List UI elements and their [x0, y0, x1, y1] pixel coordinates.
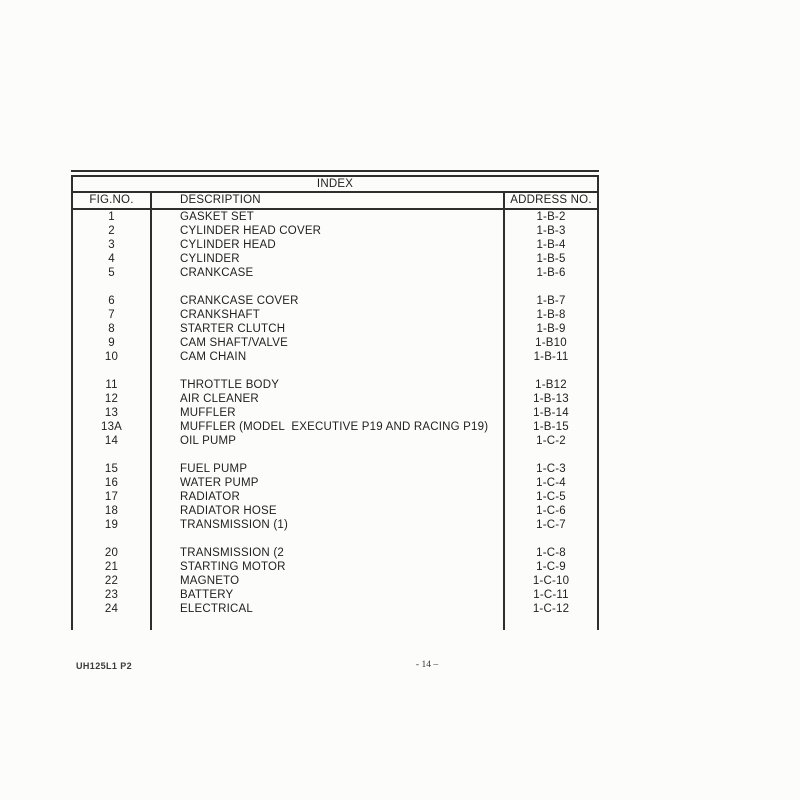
fig-no-cell: 10	[73, 350, 152, 364]
table-body	[71, 210, 599, 630]
description-cell-empty	[152, 448, 503, 462]
description-cell: CYLINDER HEAD	[180, 239, 276, 251]
table-row	[73, 602, 597, 616]
description-cell: AIR CLEANER	[180, 393, 259, 405]
fig-no-cell: 24	[73, 602, 152, 616]
table-row	[73, 308, 597, 322]
address-no-cell: 1-C-4	[503, 476, 597, 490]
fig-no-cell: 22	[73, 574, 152, 588]
table-row	[73, 420, 597, 434]
table-top-rule	[71, 170, 599, 172]
column-header-description: DESCRIPTION	[180, 194, 261, 206]
fig-no-cell: 18	[73, 504, 152, 518]
footer-doc-code: UH125L1 P2	[76, 661, 133, 671]
address-no-cell: 1-B12	[503, 378, 597, 392]
description-cell: OIL PUMP	[180, 435, 237, 447]
description-cell: CRANKCASE	[180, 267, 254, 279]
address-no-cell: 1-B-4	[503, 238, 597, 252]
fig-no-cell: 20	[73, 546, 152, 560]
description-cell-empty	[152, 616, 503, 630]
spacer-row	[73, 364, 597, 378]
description-cell: BATTERY	[180, 589, 234, 601]
description-cell: TRANSMISSION (2	[180, 547, 284, 559]
fig-no-cell: 21	[73, 560, 152, 574]
spacer-row	[73, 532, 597, 546]
fig-no-cell: 13	[73, 406, 152, 420]
address-no-cell: 1-B-7	[503, 294, 597, 308]
address-no-cell: 1-C-2	[503, 434, 597, 448]
fig-no-cell-empty	[73, 280, 152, 294]
address-no-cell: 1-B-6	[503, 266, 597, 280]
table-row	[73, 406, 597, 420]
description-cell: CRANKCASE COVER	[180, 295, 299, 307]
table-row	[73, 560, 597, 574]
address-no-cell: 1-C-7	[503, 518, 597, 532]
table-row	[73, 322, 597, 336]
address-no-cell-empty	[503, 532, 597, 546]
table-header-row	[71, 193, 599, 210]
fig-no-cell: 14	[73, 434, 152, 448]
fig-no-cell: 12	[73, 392, 152, 406]
table-row	[73, 504, 597, 518]
fig-no-cell: 16	[73, 476, 152, 490]
footer-page-number: - 14 –	[415, 660, 439, 670]
description-cell: MAGNETO	[180, 575, 240, 587]
fig-no-cell: 13A	[73, 420, 152, 434]
fig-no-cell: 3	[73, 238, 152, 252]
description-cell: CYLINDER HEAD COVER	[180, 225, 322, 237]
spacer-row	[73, 616, 597, 630]
description-cell-empty	[152, 364, 503, 378]
fig-no-cell: 17	[73, 490, 152, 504]
address-no-cell: 1-C-5	[503, 490, 597, 504]
index-table	[71, 170, 599, 630]
address-no-cell-empty	[503, 280, 597, 294]
table-row	[73, 238, 597, 252]
address-no-cell: 1-B-2	[503, 210, 597, 224]
fig-no-cell-empty	[73, 364, 152, 378]
fig-no-cell: 11	[73, 378, 152, 392]
fig-no-cell: 1	[73, 210, 152, 224]
description-cell: CAM CHAIN	[180, 351, 247, 363]
description-cell: RADIATOR	[180, 491, 240, 503]
description-cell: GASKET SET	[180, 211, 255, 223]
fig-no-cell-empty	[73, 532, 152, 546]
table-title: INDEX	[71, 175, 599, 193]
spacer-row	[73, 448, 597, 462]
table-row	[73, 574, 597, 588]
address-no-cell-empty	[503, 448, 597, 462]
description-cell: CRANKSHAFT	[180, 309, 260, 321]
address-no-cell: 1-B-3	[503, 224, 597, 238]
address-no-cell: 1-C-10	[503, 574, 597, 588]
address-no-cell: 1-B-9	[503, 322, 597, 336]
table-row	[73, 224, 597, 238]
table-row	[73, 490, 597, 504]
description-cell: TRANSMISSION (1)	[180, 519, 288, 531]
fig-no-cell: 7	[73, 308, 152, 322]
address-no-cell: 1-C-8	[503, 546, 597, 560]
fig-no-cell-empty	[73, 616, 152, 630]
table-row	[73, 336, 597, 350]
fig-no-cell: 6	[73, 294, 152, 308]
fig-no-cell: 2	[73, 224, 152, 238]
fig-no-cell: 8	[73, 322, 152, 336]
description-cell: STARTER CLUTCH	[180, 323, 286, 335]
description-cell: ELECTRICAL	[180, 603, 253, 615]
address-no-cell: 1-C-9	[503, 560, 597, 574]
description-cell: RADIATOR HOSE	[180, 505, 277, 517]
description-cell-empty	[152, 532, 503, 546]
address-no-cell: 1-B-15	[503, 420, 597, 434]
description-cell: MUFFLER	[180, 407, 236, 419]
column-header-address-no: ADDRESS NO.	[503, 193, 597, 208]
column-header-fig-no: FIG.NO.	[73, 193, 152, 208]
fig-no-cell: 23	[73, 588, 152, 602]
table-row	[73, 476, 597, 490]
fig-no-cell: 19	[73, 518, 152, 532]
description-cell: MUFFLER (MODEL EXECUTIVE P19 AND RACING P19)	[180, 421, 489, 433]
description-cell: STARTING MOTOR	[180, 561, 286, 573]
address-no-cell: 1-C-6	[503, 504, 597, 518]
address-no-cell-empty	[503, 616, 597, 630]
table-row	[73, 210, 597, 224]
table-row	[73, 252, 597, 266]
description-cell: THROTTLE BODY	[180, 379, 280, 391]
address-no-cell: 1-B-5	[503, 252, 597, 266]
address-no-cell: 1-C-11	[503, 588, 597, 602]
address-no-cell: 1-C-12	[503, 602, 597, 616]
fig-no-cell: 9	[73, 336, 152, 350]
description-cell: FUEL PUMP	[180, 463, 248, 475]
table-row	[73, 518, 597, 532]
fig-no-cell: 15	[73, 462, 152, 476]
description-cell-empty	[152, 280, 503, 294]
table-row	[73, 434, 597, 448]
address-no-cell: 1-B-13	[503, 392, 597, 406]
description-cell: CAM SHAFT/VALVE	[180, 337, 289, 349]
address-no-cell: 1-B-11	[503, 350, 597, 364]
table-row	[73, 546, 597, 560]
address-no-cell-empty	[503, 364, 597, 378]
address-no-cell: 1-B-8	[503, 308, 597, 322]
table-row	[73, 392, 597, 406]
table-row	[73, 294, 597, 308]
spacer-row	[73, 280, 597, 294]
address-no-cell: 1-B-14	[503, 406, 597, 420]
fig-no-cell: 4	[73, 252, 152, 266]
address-no-cell: 1-C-3	[503, 462, 597, 476]
fig-no-cell: 5	[73, 266, 152, 280]
description-cell: CYLINDER	[180, 253, 240, 265]
address-no-cell: 1-B10	[503, 336, 597, 350]
table-row	[73, 350, 597, 364]
table-row	[73, 266, 597, 280]
table-row	[73, 588, 597, 602]
fig-no-cell-empty	[73, 448, 152, 462]
table-row	[73, 462, 597, 476]
table-row	[73, 378, 597, 392]
description-cell: WATER PUMP	[180, 477, 259, 489]
